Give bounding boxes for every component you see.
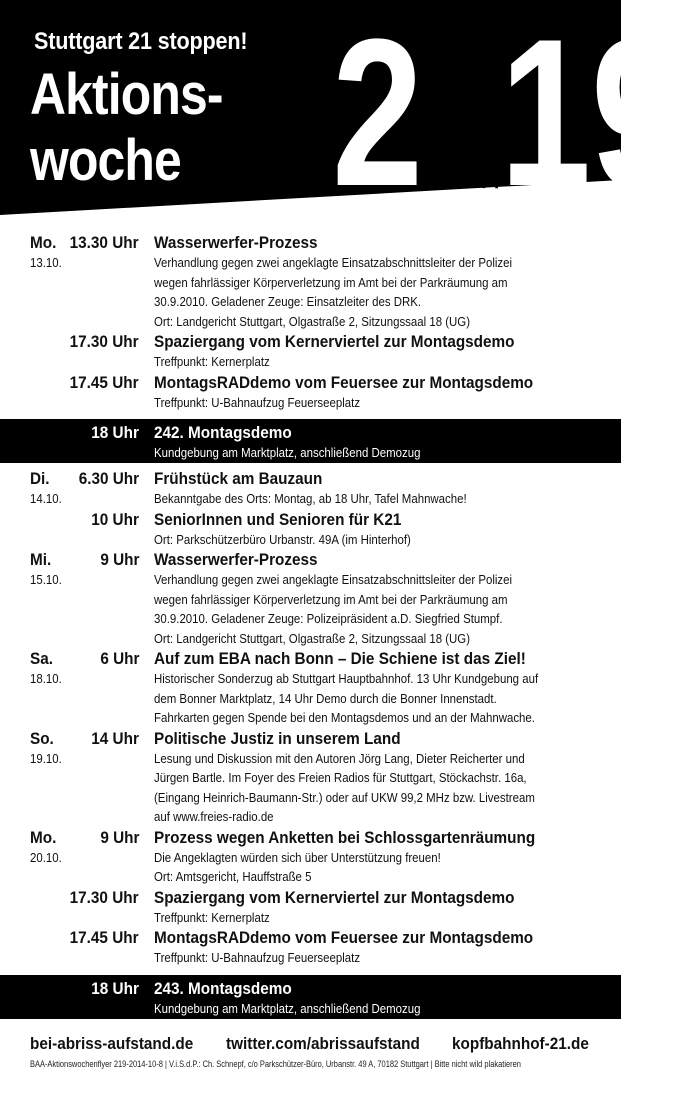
event-time: 17.30 Uhr xyxy=(70,887,139,907)
event-detail-line: wegen fahrlässiger Körperverletzung im Amt bei der Parkräumung am xyxy=(154,591,508,607)
event-title: MontagsRADdemo vom Feuersee zur Montagsdemo xyxy=(154,372,534,392)
event-item xyxy=(0,373,621,413)
event-title: Prozess wegen Anketten bei Schlossgartenräumung xyxy=(154,827,536,847)
header-date-range: 13.10.- 20.10. xyxy=(474,30,504,190)
footer-link-twitter[interactable]: twitter.com/abrissaufstand xyxy=(226,1034,420,1053)
event-time: 14 Uhr xyxy=(91,728,139,748)
event-time: 18 Uhr xyxy=(91,978,139,998)
event-detail-line: Treffpunkt: U-Bahnaufzug Feuerseeplatz xyxy=(154,394,361,410)
event-detail-line: Bekanntgabe des Orts: Montag, ab 18 Uhr, Tafel Mahnwache! xyxy=(154,491,467,506)
event-date: 20.10. xyxy=(30,849,62,865)
event-day: Di. xyxy=(30,469,50,488)
event-time: 10 Uhr xyxy=(91,509,139,529)
event-date: 15.10. xyxy=(30,572,62,587)
event-detail-line: (Eingang Heinrich-Baumann-Str.) oder auf UKW 99,2 MHz bzw. Livestream xyxy=(154,789,535,805)
event-detail-line: wegen fahrlässiger Körperverletzung im Amt bei der Parkräumung am xyxy=(154,274,508,290)
event-detail-line: 30.9.2010. Geladener Zeuge: Einsatzleiter des DRK. xyxy=(154,294,422,309)
event-title: Spaziergang vom Kernerviertel zur Montagsdemo xyxy=(154,887,515,907)
event-day: Mo. xyxy=(30,233,57,252)
event-detail-line: Jürgen Bartle. Im Foyer des Freien Radios für Stuttgart, Stöckachstr. 16a, xyxy=(154,770,527,785)
event-title: 242. Montagsdemo xyxy=(154,423,292,442)
event-detail-line: 30.9.2010. Geladener Zeuge: Polizeipräsident a.D. Siegfried Stumpf. xyxy=(154,611,503,626)
event-day: Sa. xyxy=(30,649,53,668)
footer-link-kopfbahnhof[interactable]: kopfbahnhof-21.de xyxy=(452,1034,589,1053)
event-item xyxy=(0,888,621,928)
event-time: 17.30 Uhr xyxy=(70,332,139,351)
event-detail-line: Kundgebung am Marktplatz, anschließend Demozug xyxy=(154,445,421,460)
event-detail-line: Historischer Sonderzug ab Stuttgart Hauptbahnhof. 13 Uhr Kundgebung auf xyxy=(154,671,539,686)
event-title: Spaziergang vom Kernerviertel zur Montagsdemo xyxy=(154,332,515,351)
header-title-line2: woche xyxy=(30,128,181,193)
event-title: 243. Montagsdemo xyxy=(154,978,292,998)
event-day: Mo. xyxy=(30,827,57,847)
event-date: 14.10. xyxy=(30,491,62,506)
event-time: 17.45 Uhr xyxy=(70,928,139,947)
highlight-event xyxy=(0,419,621,463)
event-time: 6 Uhr xyxy=(99,649,139,668)
event-title: MontagsRADdemo vom Feuersee zur Montagsdemo xyxy=(154,928,534,947)
event-item xyxy=(0,510,621,550)
event-detail-line: Verhandlung gegen zwei angeklagte Einsatzabschnittsleiter der Polizei xyxy=(154,255,513,270)
header-number-left: 2 xyxy=(332,0,424,230)
event-detail-line: Ort: Landgericht Stuttgart, Olgastraße 2, Sitzungssaal 18 (UG) xyxy=(154,630,471,646)
event-title: Politische Justiz in unserem Land xyxy=(154,728,401,748)
event-detail-line: Die Angeklagten würden sich über Unterstützung freuen! xyxy=(154,849,441,865)
event-detail-line: Lesung und Diskussion mit den Autoren Jörg Lang, Dieter Reicherter und xyxy=(154,750,525,766)
event-item xyxy=(0,469,621,509)
event-time: 9 Uhr xyxy=(99,827,139,847)
event-time: 13.30 Uhr xyxy=(70,233,139,252)
event-detail-line: Ort: Amtsgericht, Hauffstraße 5 xyxy=(154,869,312,884)
header-subtitle: Stuttgart 21 stoppen! xyxy=(34,28,248,55)
event-time: 9 Uhr xyxy=(99,550,139,569)
event-detail-line: Fahrkarten gegen Spende bei den Montagsdemos und an der Mahnwache. xyxy=(154,710,535,725)
event-day: So. xyxy=(30,728,54,748)
event-item xyxy=(0,550,621,648)
event-time: 17.45 Uhr xyxy=(70,372,139,392)
event-detail-line: dem Bonner Marktplatz, 14 Uhr Demo durch die Bonner Innenstadt. xyxy=(154,690,497,706)
event-item xyxy=(0,332,621,372)
flyer-header xyxy=(0,0,682,230)
event-title: Frühstück am Bauzaun xyxy=(154,469,323,488)
footer-link-bei-abriss[interactable]: bei-abriss-aufstand.de xyxy=(30,1034,194,1053)
event-detail-line: Kundgebung am Marktplatz, anschließend Demozug xyxy=(154,1000,421,1016)
event-title: Auf zum EBA nach Bonn – Die Schiene ist das Ziel! xyxy=(154,649,526,668)
event-date: 18.10. xyxy=(30,671,62,686)
header-title-line1: Aktions- xyxy=(30,62,223,127)
event-detail-line: auf www.freies-radio.de xyxy=(154,809,274,824)
highlight-event xyxy=(0,975,621,1019)
event-time: 6.30 Uhr xyxy=(78,469,139,488)
event-date: 19.10. xyxy=(30,750,62,766)
event-title: SeniorInnen und Senioren für K21 xyxy=(154,509,402,529)
event-item xyxy=(0,928,621,968)
header-number-right: 19 xyxy=(500,0,682,230)
event-item xyxy=(0,649,621,728)
event-detail-line: Treffpunkt: Kernerplatz xyxy=(154,909,270,925)
event-item xyxy=(0,828,621,887)
event-detail-line: Verhandlung gegen zwei angeklagte Einsatzabschnittsleiter der Polizei xyxy=(154,572,513,587)
event-detail-line: Ort: Parkschützerbüro Urbanstr. 49A (im Hinterhof) xyxy=(154,531,411,547)
event-detail-line: Ort: Landgericht Stuttgart, Olgastraße 2, Sitzungssaal 18 (UG) xyxy=(154,313,471,329)
event-item xyxy=(0,233,621,331)
footer-imprint: BAA-Aktionswochenflyer 219-2014-10-8 | V.i.S.d.P.: Ch. Schnepf, c/o Parkschützer-Büro, Urbanstr. 49 A, 70182 Stuttgart | Bitte nicht wild plakatieren xyxy=(30,1059,521,1069)
event-detail-line: Treffpunkt: Kernerplatz xyxy=(154,354,270,369)
event-day: Mi. xyxy=(30,550,52,569)
event-title: Wasserwerfer-Prozess xyxy=(154,550,318,569)
event-item xyxy=(0,729,621,827)
event-title: Wasserwerfer-Prozess xyxy=(154,233,318,252)
event-date: 13.10. xyxy=(30,255,62,270)
event-detail-line: Treffpunkt: U-Bahnaufzug Feuerseeplatz xyxy=(154,950,361,965)
event-time: 18 Uhr xyxy=(91,423,139,442)
